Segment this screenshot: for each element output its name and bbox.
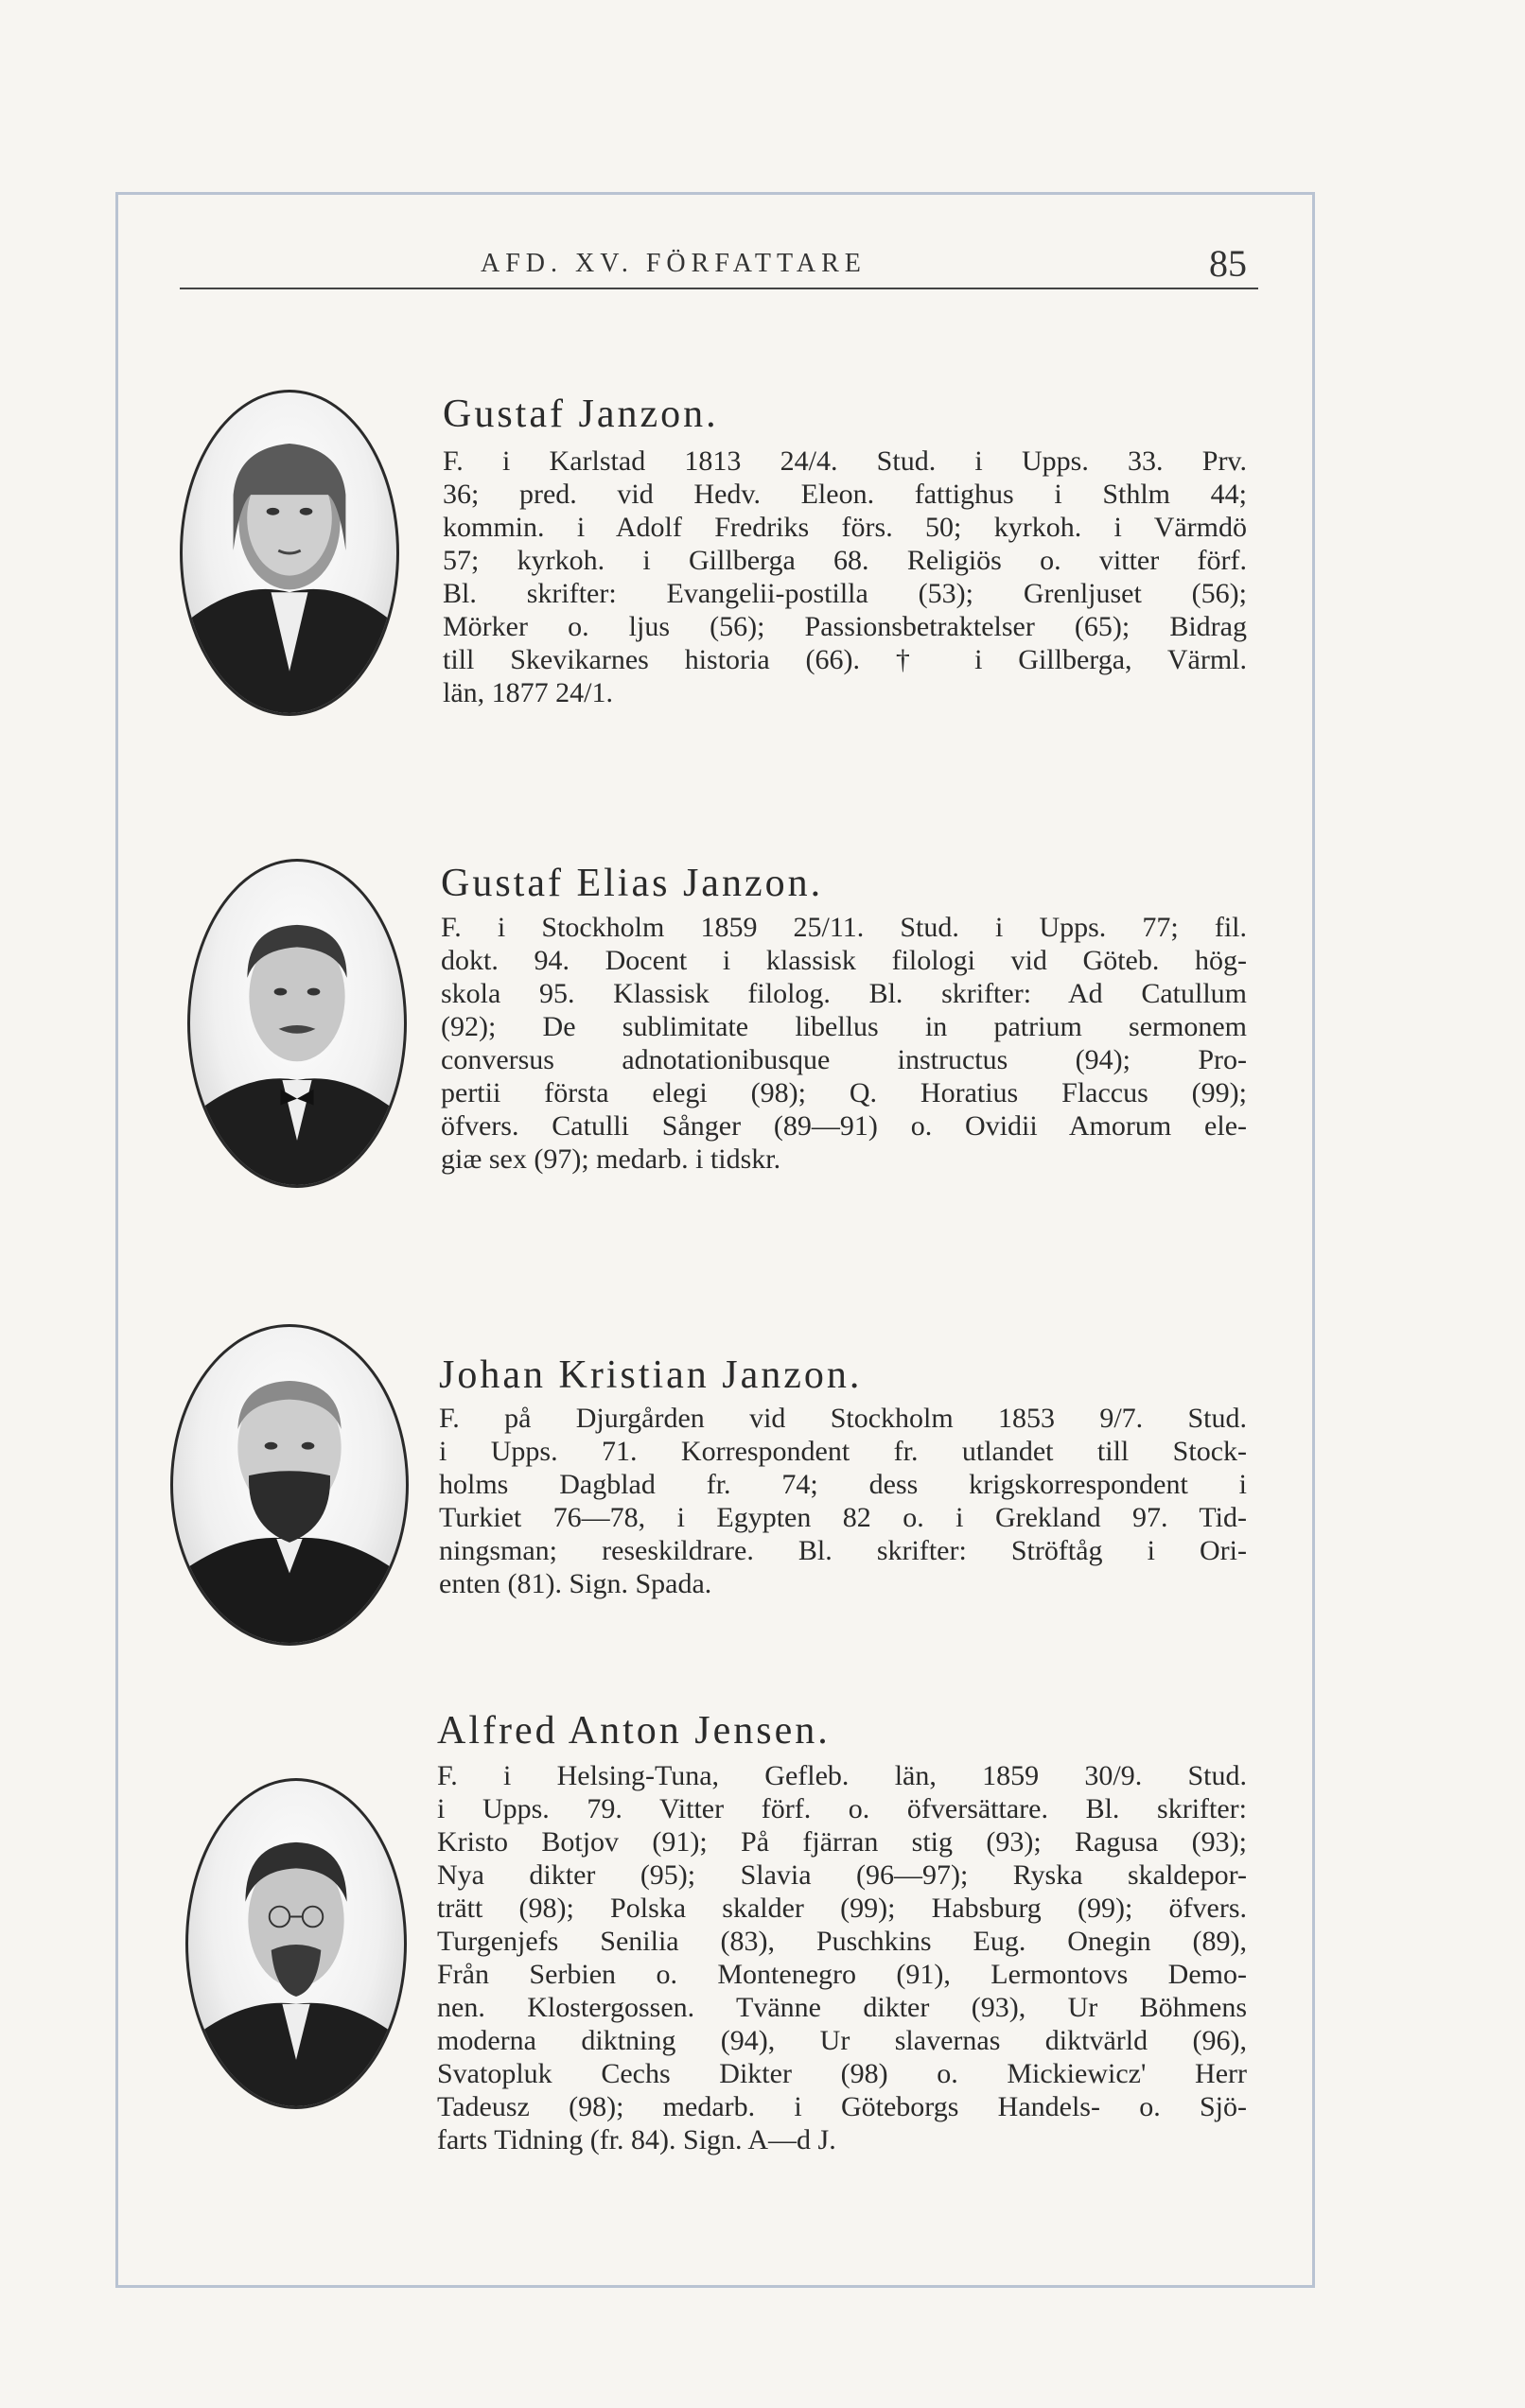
bio-line: kommin. i Adolf Fredriks förs. 50; kyrkoh. i Värmdö xyxy=(443,512,1247,543)
page-header xyxy=(180,241,1258,290)
bio-line: F. på Djurgården vid Stockholm 1853 9/7. Stud. xyxy=(439,1403,1247,1434)
bio-line: Kristo Botjov (91); På fjärran stig (93); Ragusa (93); xyxy=(437,1826,1247,1858)
bio-line: (92); De sublimitate libellus in patrium sermonem xyxy=(441,1011,1247,1042)
bio-line: Tadeusz (98); medarb. i Göteborgs Handels- o. Sjö- xyxy=(437,2091,1247,2122)
bio-line: nen. Klostergossen. Tvänne dikter (93), Ur Böhmens xyxy=(437,1992,1247,2023)
bio-line: 36; pred. vid Hedv. Eleon. fattighus i Sthlm 44; xyxy=(443,479,1247,510)
header-rule xyxy=(180,288,1258,289)
entry-name: Gustaf Janzon. xyxy=(443,393,719,436)
bio-line: skola 95. Klassisk filolog. Bl. skrifter: Ad Catullum xyxy=(441,978,1247,1009)
bio-line: öfvers. Catulli Sånger (89—91) o. Ovidii Amorum ele- xyxy=(441,1110,1247,1142)
bio-line: till Skevikarnes historia (66). † i Gillberga, Värml. xyxy=(443,644,1247,675)
bio-line: moderna diktning (94), Ur slavernas diktvärld (96), xyxy=(437,2025,1247,2056)
bio-line: trätt (98); Polska skalder (99); Habsburg (99); öfvers. xyxy=(437,1893,1247,1924)
bio-line: Mörker o. ljus (56); Passionsbetraktelser (65); Bidrag xyxy=(443,611,1247,642)
bio-line: holms Dagblad fr. 74; dess krigskorrespondent i xyxy=(439,1469,1247,1500)
bio-line: F. i Helsing-Tuna, Gefleb. län, 1859 30/9. Stud. xyxy=(437,1760,1247,1791)
bio-line: conversus adnotationibusque instructus (94); Pro- xyxy=(441,1044,1247,1075)
bio-line: enten (81). Sign. Spada. xyxy=(439,1568,712,1599)
bio-line: F. i Stockholm 1859 25/11. Stud. i Upps. 77; fil. xyxy=(441,912,1247,943)
page-number: 85 xyxy=(1209,242,1247,285)
bio-line: Svatopluk Cechs Dikter (98) o. Mickiewicz' Herr xyxy=(437,2058,1247,2089)
entry-bio xyxy=(439,1402,1247,1600)
bio-line: Turgenjefs Senilia (83), Puschkins Eug. Onegin (89), xyxy=(437,1926,1247,1957)
bio-line: Nya dikter (95); Slavia (96—97); Ryska skaldepor- xyxy=(437,1859,1247,1891)
entry-bio xyxy=(443,445,1247,709)
bio-line: i Upps. 71. Korrespondent fr. utlandet till Stock- xyxy=(439,1436,1247,1467)
bio-line: dokt. 94. Docent i klassisk filologi vid Göteb. hög- xyxy=(441,945,1247,976)
bio-line: 57; kyrkoh. i Gillberga 68. Religiös o. vitter förf. xyxy=(443,545,1247,576)
section-title: AFD. XV. FÖRFATTARE xyxy=(481,249,867,278)
entry-bio xyxy=(437,1759,1247,2156)
bio-line: Bl. skrifter: Evangelii-postilla (53); Grenljuset (56); xyxy=(443,578,1247,609)
portrait-johan-kristian-janzon xyxy=(170,1324,409,1646)
portrait-alfred-anton-jensen xyxy=(185,1778,407,2109)
entry-name: Alfred Anton Jensen. xyxy=(437,1709,831,1753)
bio-line: ningsman; reseskildrare. Bl. skrifter: Ströftåg i Ori- xyxy=(439,1535,1247,1566)
entry-bio xyxy=(441,911,1247,1176)
bio-line: farts Tidning (fr. 84). Sign. A—d J. xyxy=(437,2124,836,2155)
portrait-gustaf-janzon xyxy=(180,390,399,716)
entry-name: Johan Kristian Janzon. xyxy=(439,1353,863,1397)
bio-line: F. i Karlstad 1813 24/4. Stud. i Upps. 33. Prv. xyxy=(443,445,1247,477)
portrait-gustaf-elias-janzon xyxy=(187,859,407,1188)
bio-line: län, 1877 24/1. xyxy=(443,677,613,708)
bio-line: pertii första elegi (98); Q. Horatius Flaccus (99); xyxy=(441,1077,1247,1108)
bio-line: i Upps. 79. Vitter förf. o. öfversättare. Bl. skrifter: xyxy=(437,1793,1247,1824)
entry-name: Gustaf Elias Janzon. xyxy=(441,862,824,905)
bio-line: Turkiet 76—78, i Egypten 82 o. i Grekland 97. Tid- xyxy=(439,1502,1247,1533)
bio-line: giæ sex (97); medarb. i tidskr. xyxy=(441,1143,781,1175)
bio-line: Från Serbien o. Montenegro (91), Lermontovs Demo- xyxy=(437,1959,1247,1990)
